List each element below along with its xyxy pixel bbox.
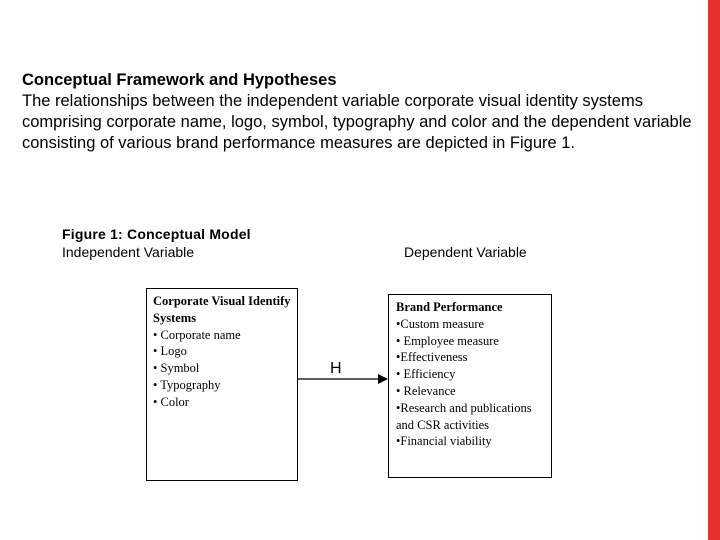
section-title: Conceptual Framework and Hypotheses [22, 71, 337, 89]
independent-variable-label: Independent Variable [62, 244, 195, 260]
list-item: • Color [153, 394, 189, 409]
list-item: • Employee measure [396, 333, 499, 348]
list-item: •Effectiveness [396, 350, 468, 365]
list-item: •Custom measure [396, 316, 485, 331]
hypothesis-label: H [330, 360, 342, 377]
independent-item-list [153, 327, 291, 411]
dependent-variable-box [388, 294, 552, 478]
independent-variable-box [146, 288, 298, 481]
figure-title: Figure 1: Conceptual Model [62, 226, 251, 242]
list-item: •Financial viability [396, 434, 492, 449]
dependent-item-list [396, 316, 544, 450]
intro-text [22, 70, 702, 154]
list-item: • Logo [153, 344, 187, 359]
section-body: The relationships between the independent variable corporate visual identity systems comprising corporate name, logo, symbol, typography and color and the dependent variable consisting of various brand performance measures are depicted in Figure 1. [22, 92, 692, 152]
list-item: • Typography [153, 377, 221, 392]
independent-box-title: Corporate Visual Identify Systems [153, 294, 291, 325]
dependent-box-title: Brand Performance [396, 300, 503, 314]
list-item: • Corporate name [153, 327, 241, 342]
dependent-variable-label: Dependent Variable [404, 244, 527, 260]
accent-bar [708, 0, 720, 540]
hypothesis-arrow [298, 372, 390, 386]
list-item: •Research and publications and CSR activities [396, 400, 532, 432]
list-item: • Symbol [153, 361, 200, 376]
list-item: • Efficiency [396, 367, 456, 382]
list-item: • Relevance [396, 383, 456, 398]
